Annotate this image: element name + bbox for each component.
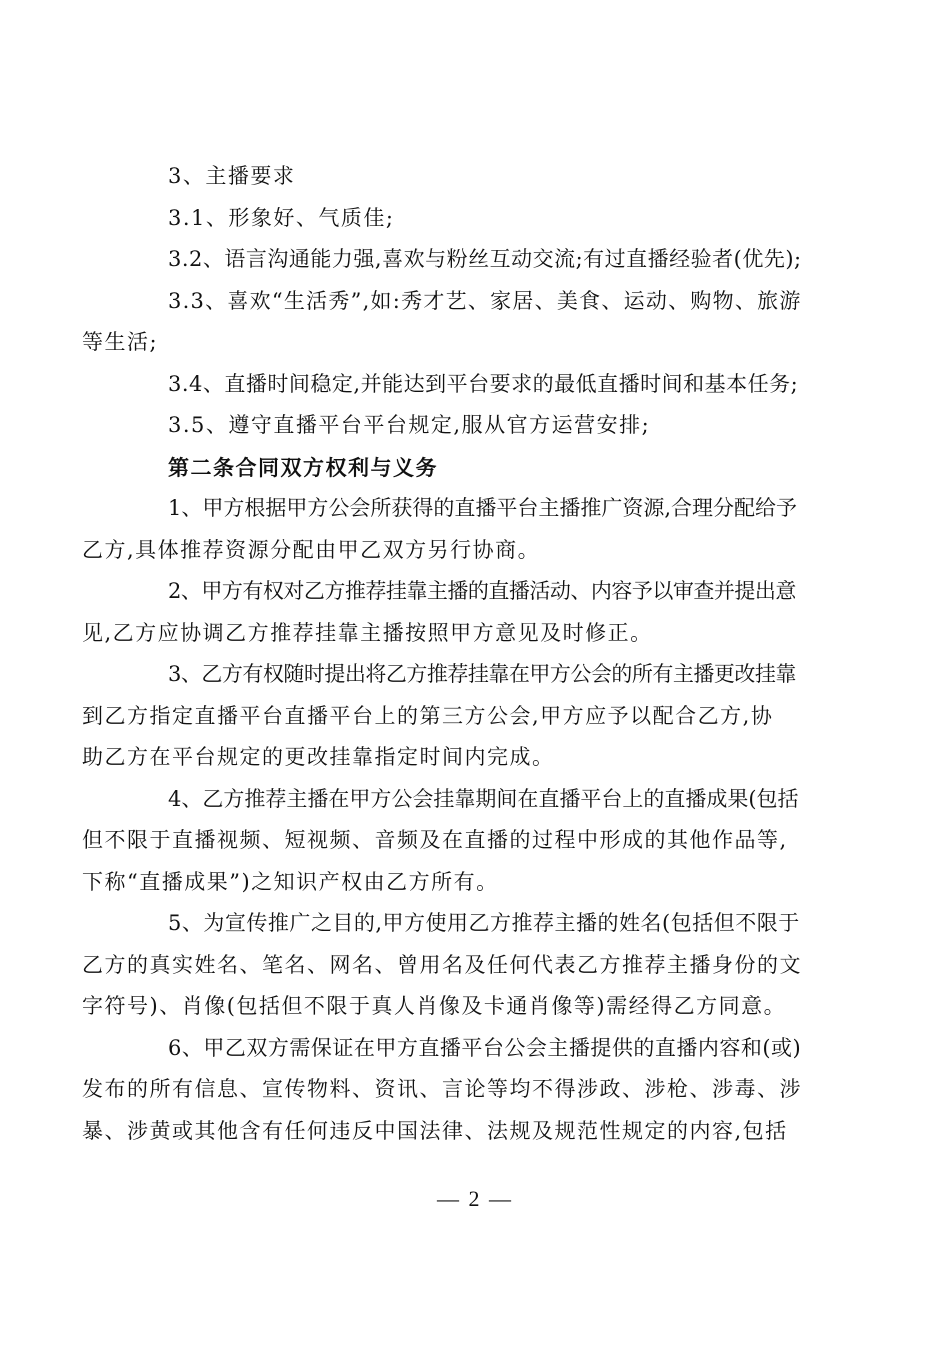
page-number: — 2 — (437, 1186, 513, 1211)
paragraph-line: 3、主播要求 (168, 164, 296, 188)
paragraph-line: 4、乙方推荐主播在甲方公会挂靠期间在直播平台上的直播成果(包括 (168, 786, 799, 811)
paragraph-line: 5、为宣传推广之目的,甲方使用乙方推荐主播的姓名(包括但不限于 (168, 911, 800, 935)
paragraph-line: 6、甲乙双方需保证在甲方直播平台公会主播提供的直播内容和(或) (168, 1035, 802, 1060)
paragraph-line: 3.1、形象好、气质佳; (168, 205, 395, 230)
section-heading (125, 447, 845, 489)
paragraph (125, 156, 845, 198)
paragraph-line: 字符号)、肖像(包括但不限于真人肖像及卡通肖像等)需经得乙方同意。 (82, 994, 787, 1018)
paragraph-line: 3.2、语言沟通能力强,喜欢与粉丝互动交流;有过直播经验者(优先); (168, 247, 802, 271)
paragraph (125, 239, 845, 281)
paragraph-line: 发布的所有信息、宣传物料、资讯、言论等均不得涉政、涉枪、涉毒、涉 (82, 1077, 802, 1101)
paragraph-line: 下称“直播成果”)之知识产权由乙方所有。 (82, 869, 499, 894)
paragraph (82, 1028, 845, 1153)
paragraph-line: 3.4、直播时间稳定,并能达到平台要求的最低直播时间和基本任务; (168, 371, 799, 396)
paragraph-line: 等生活; (82, 330, 159, 354)
paragraph (82, 571, 845, 654)
paragraph (82, 281, 845, 364)
document-body (82, 156, 845, 1152)
paragraph (82, 779, 845, 904)
paragraph-line: 3.3、喜欢“生活秀”,如:秀才艺、家居、美食、运动、购物、旅游 (168, 288, 802, 313)
paragraph-line: 但不限于直播视频、短视频、音频及在直播的过程中形成的其他作品等, (82, 828, 788, 852)
paragraph-line: 见,乙方应协调乙方推荐挂靠主播按照甲方意见及时修正。 (82, 620, 653, 645)
paragraph-line: 1、甲方根据甲方公会所获得的直播平台主播推广资源,合理分配给予 (168, 496, 798, 520)
paragraph-line: 乙方的真实姓名、笔名、网名、曾用名及任何代表乙方推荐主播身份的文 (82, 952, 802, 977)
paragraph-line: 到乙方指定直播平台直播平台上的第三方公会,甲方应予以配合乙方,协 (82, 703, 774, 728)
paragraph-line: 3.5、遵守直播平台平台规定,服从官方运营安排; (168, 413, 651, 437)
paragraph (125, 405, 845, 447)
paragraph (125, 364, 845, 406)
paragraph (125, 198, 845, 240)
paragraph-line: 助乙方在平台规定的更改挂靠指定时间内完成。 (82, 745, 555, 769)
paragraph (82, 654, 845, 779)
paragraph-line: 乙方,具体推荐资源分配由甲乙双方另行协商。 (82, 537, 541, 562)
paragraph (82, 903, 845, 1028)
paragraph-line: 3、乙方有权随时提出将乙方推荐挂靠在甲方公会的所有主播更改挂靠 (168, 662, 796, 686)
paragraph-line: 第二条合同双方权利与义务 (168, 454, 438, 480)
paragraph (82, 488, 845, 571)
paragraph-line: 2、甲方有权对乙方推荐挂靠主播的直播活动、内容予以审查并提出意 (168, 579, 796, 603)
paragraph-line: 暴、涉黄或其他含有任何违反中国法律、法规及规范性规定的内容,包括 (82, 1118, 788, 1143)
